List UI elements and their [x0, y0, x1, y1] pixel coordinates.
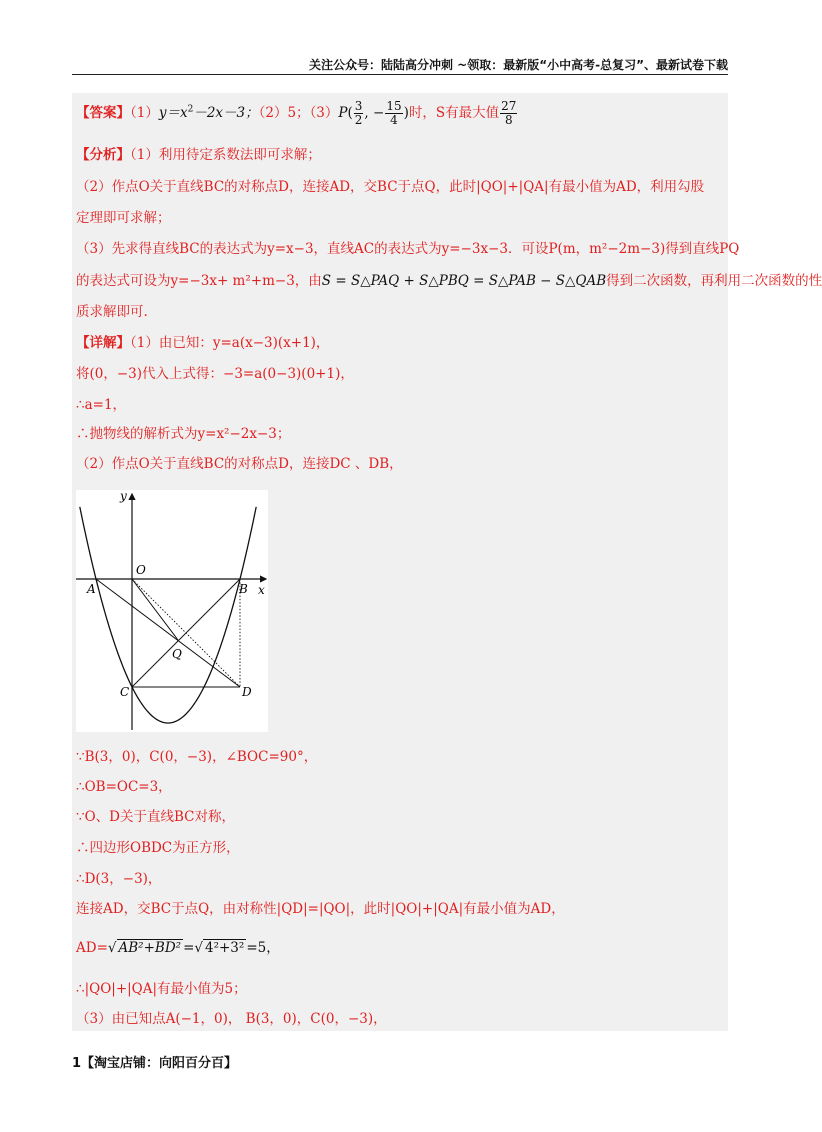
header-text: 关注公众号：陆陆高分冲刺 ~领取：最新版“小中高考-总复习”、最新试卷下载 [309, 58, 728, 72]
detail-line-9: ∴四边形OBDC为正方形， [76, 840, 240, 856]
sqrt-content-2: 4²+3² [204, 940, 245, 956]
detail-text-1: （1）由已知：y=a(x−3)(x+1)， [130, 335, 330, 351]
sqrt-content-1: AB²+BD² [118, 940, 182, 956]
frac-den: 2 [354, 113, 363, 127]
detail-line-11: 连接AD，交BC于点Q，由对称性|QD|=|QO|，此时|QO|+|QA|有最小值为AD， [76, 901, 565, 917]
answer-tail: 时，S有最大值 [408, 105, 500, 121]
detail-line-6: ∵B(3，0)，C(0，−3)，∠BOC=90°， [76, 749, 318, 765]
answer-paren-close: ) [403, 105, 409, 121]
sqrt-sign-2: √ [194, 940, 203, 956]
answer-frac-y [385, 100, 402, 127]
answer-eq1: y＝x [158, 105, 188, 121]
parabola-svg [76, 490, 268, 732]
segment-OQ [132, 579, 178, 640]
equals-sign: = [183, 940, 195, 956]
analysis-area-equation: S = S△PAQ + S△PBQ = S△PAB − S△QAB [321, 273, 607, 289]
parabola-figure [76, 490, 268, 732]
answer-eq1-exp: 2 [187, 104, 194, 115]
detail-line-10: ∴D(3，−3)， [76, 871, 162, 887]
footer-text: 1【淘宝店铺：向阳百分百】 [72, 1056, 238, 1071]
answer-line [76, 100, 518, 127]
label-C: C [120, 685, 130, 699]
analysis-text-5b: 得到二次函数，再利用二次函数的性 [606, 273, 822, 289]
frac-den: 4 [390, 113, 398, 127]
detail-tag: 【详解】 [76, 335, 130, 351]
detail-line-5: （2）作点O关于直线BC的对称点D，连接DC 、DB， [76, 456, 403, 472]
analysis-line-1 [76, 145, 321, 165]
frac-num: 3 [354, 99, 363, 113]
detail-line-14: （3）由已知点A(−1，0)， B(3，0)，C(0，−3)， [76, 1011, 387, 1027]
frac-den: 8 [504, 113, 513, 127]
page-footer [72, 1052, 237, 1071]
frac-num: 15 [386, 99, 402, 113]
label-Q: Q [172, 647, 182, 661]
detail-line-12 [76, 938, 280, 958]
analysis-text-5a: 的表达式可设为y=−3x+ m²+m−3，由 [76, 273, 322, 289]
answer-part3: （3） [309, 105, 339, 121]
analysis-line-2: （2）作点O关于直线BC的对称点D，连接AD，交BC于点Q，此时|QO|+|QA|有最小值为AD，利用勾股 [76, 179, 705, 195]
detail-line-8: ∵O、D关于直线BC对称， [76, 809, 235, 825]
answer-paren-open: ( [347, 105, 353, 121]
label-A: A [87, 582, 96, 596]
segment-AD [96, 579, 240, 687]
result-five: =5， [246, 940, 280, 956]
answer-comma: , − [364, 105, 385, 121]
analysis-line-6: 质求解即可. [76, 304, 148, 320]
answer-tag: 【答案】 [76, 105, 130, 121]
detail-line-13: ∴|QO|+|QA|有最小值为5； [76, 981, 247, 997]
answer-part1: （1） [130, 105, 159, 121]
answer-frac-x [354, 100, 364, 127]
analysis-line-5 [76, 271, 822, 291]
label-x: x [258, 583, 265, 597]
analysis-line-4: （3）先求得直线BC的表达式为y=x−3，直线AC的表达式为y=−3x−3．可设P(m，m²−2m−3)得到直线PQ [76, 241, 740, 257]
label-O: O [136, 563, 146, 577]
page-header [72, 56, 728, 75]
analysis-line-3: 定理即可求解； [76, 210, 171, 226]
detail-line-4: ∴抛物线的解析式为y=x²−2x−3； [76, 426, 291, 442]
detail-line-3: ∴a=1， [76, 397, 127, 413]
sqrt-sign-1: √ [107, 940, 117, 956]
label-D: D [242, 685, 252, 699]
analysis-tag: 【分析】 [76, 147, 130, 163]
detail-line-7: ∴OB=OC=3， [76, 779, 172, 795]
label-B: B [239, 582, 248, 596]
frac-num: 27 [501, 99, 517, 113]
detail-line-2: 将(0，−3)代入上式得：−3=a(0−3)(0+1)， [76, 366, 354, 382]
label-y: y [120, 489, 127, 503]
detail-line-1 [76, 333, 329, 353]
answer-point-P: P [338, 105, 348, 121]
answer-part2: （2）5； [258, 105, 310, 121]
answer-frac-s [500, 100, 517, 127]
ad-label: AD= [76, 940, 108, 956]
analysis-text-1: （1）利用待定系数法即可求解； [130, 147, 321, 163]
answer-eq1b: －2x－3； [193, 105, 259, 121]
